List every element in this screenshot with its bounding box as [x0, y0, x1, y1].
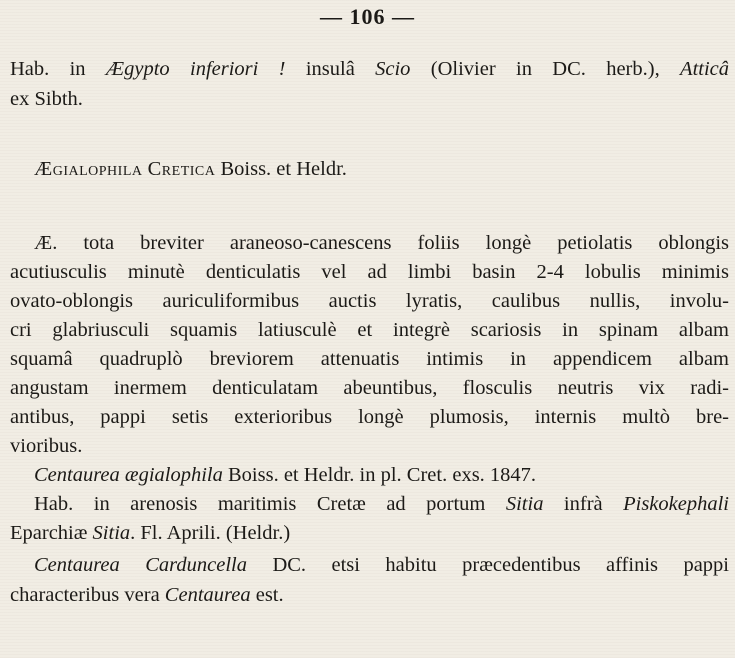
description-line: angustam inermem denticulatam abeuntibus, flosculis neutris vix radi- — [10, 377, 729, 399]
species-authority: Boiss. et Heldr. — [215, 158, 347, 180]
prev-habitat-line-2: ex Sibth. — [10, 88, 83, 110]
synonym-name: Centaurea ægialophila — [34, 464, 223, 486]
taxon-italic: Centaurea Carduncella — [34, 554, 247, 576]
description-line: cri glabriusculi squamis latiusculè et integrè scariosis in spinam albam — [10, 319, 729, 341]
description-line: ovato-oblongis auriculiformibus auctis lyratis, caulibus nullis, involu- — [10, 290, 729, 312]
description-line: antibus, pappi setis exterioribus longè plumosis, internis multò bre- — [10, 406, 729, 428]
text-run: est. — [250, 584, 284, 606]
synonym-line — [10, 462, 729, 489]
locality-italic: Ægypto inferiori ! — [105, 58, 286, 80]
species-name: Cretica — [147, 158, 216, 180]
taxon-italic: Centaurea — [164, 584, 251, 606]
text-run: Eparchiæ — [10, 522, 93, 544]
locality-italic: Sitia — [505, 493, 544, 515]
description-line: acutiusculis minutè denticulatis vel ad limbi basin 2-4 lobulis minimis — [10, 261, 729, 283]
note-line-2 — [10, 582, 729, 609]
text-run: insulâ — [285, 58, 376, 80]
prev-habitat-line-1 — [10, 56, 729, 83]
text-run: Hab. in — [10, 58, 106, 80]
note-line-1 — [10, 552, 729, 579]
text-run: (Olivier in DC. herb.), — [410, 58, 681, 80]
text-run: Hab. in arenosis maritimis Cretæ ad portum — [34, 493, 506, 515]
text-run: . Fl. Aprili. (Heldr.) — [130, 522, 291, 544]
page-number: — 106 — — [320, 4, 415, 29]
text-run: DC. etsi habitu præcedentibus affinis pappi — [246, 554, 729, 576]
text-run: infrà — [543, 493, 624, 515]
habitat-line-1 — [10, 491, 729, 518]
locality-italic: Scio — [375, 58, 411, 80]
locality-italic: Sitia — [92, 522, 131, 544]
locality-italic: Piskokephali — [623, 493, 729, 515]
genus-name: Ægialophila — [34, 158, 143, 180]
text-run: characteribus vera — [10, 584, 165, 606]
species-heading — [34, 156, 729, 183]
description-line: Æ. tota breviter araneoso-canescens foliis longè petiolatis oblongis — [34, 232, 729, 254]
description-line: vioribus. — [10, 435, 83, 457]
habitat-line-2 — [10, 520, 729, 547]
description-line: squamâ quadruplò breviorem attenuatis intimis in appendicem albam — [10, 348, 729, 370]
locality-italic: Atticâ — [680, 58, 729, 80]
synonym-citation: Boiss. et Heldr. in pl. Cret. exs. 1847. — [222, 464, 537, 486]
